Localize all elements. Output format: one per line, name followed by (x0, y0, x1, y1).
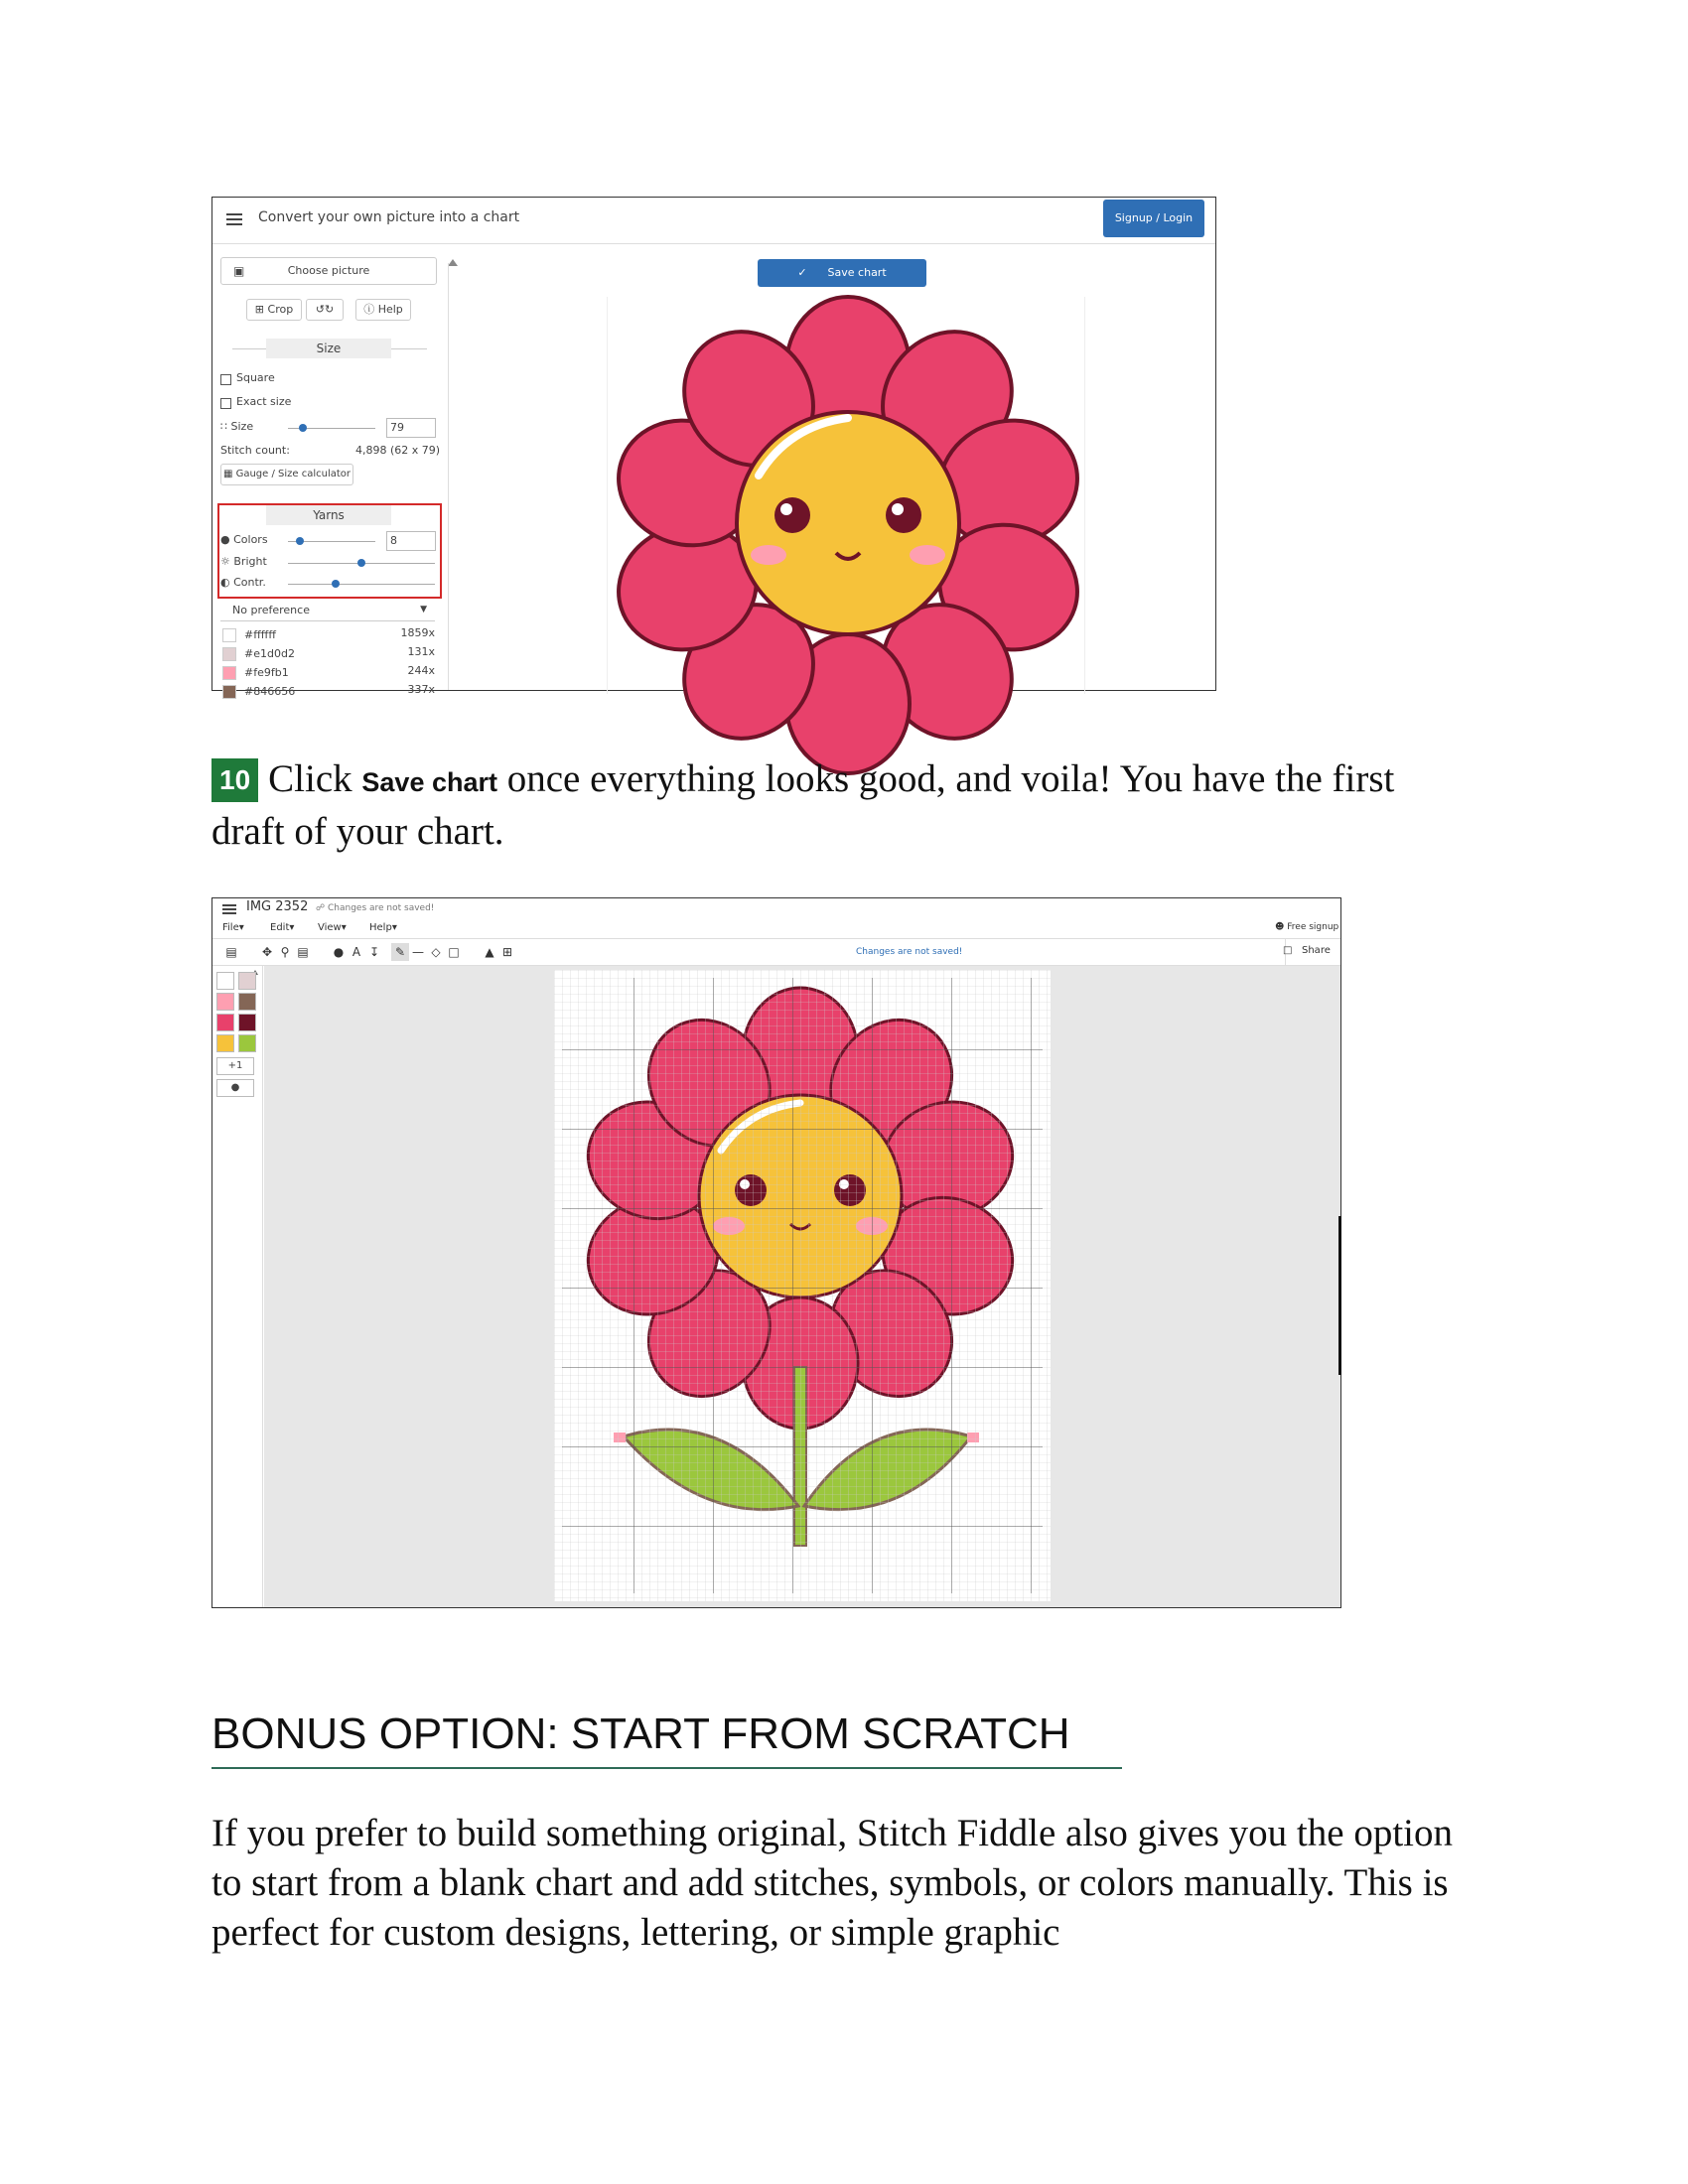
palette-swatch[interactable] (216, 1034, 234, 1052)
bonus-paragraph: If you prefer to build something original, Stitch Fiddle also gives you the option to start from a blank chart and add stitches, symbols, or colors manually. This is perfect for custom designs, lettering, or simple graphic (211, 1812, 1453, 1954)
yarn-swatch[interactable] (222, 628, 236, 642)
step-number-badge: 10 (211, 758, 258, 802)
exact-size-checkbox[interactable] (220, 398, 231, 409)
yarn-hex: #ffffff (244, 628, 276, 641)
rotate-buttons[interactable] (306, 299, 344, 321)
chart-title: IMG 2352 (246, 899, 309, 914)
square-label: Square (236, 371, 275, 384)
yarn-count: 337x (407, 683, 435, 696)
yarn-row[interactable] (220, 626, 435, 644)
help-label: Help (377, 303, 403, 316)
palette-swatch[interactable] (216, 1014, 234, 1031)
yarn-swatch[interactable] (222, 685, 236, 699)
preference-select[interactable] (220, 601, 435, 621)
palette-settings-icon[interactable]: ● (216, 1079, 254, 1097)
palette-swatch[interactable] (216, 993, 234, 1011)
menu-edit[interactable]: Edit▾ (270, 922, 295, 933)
size-slider-handle[interactable] (299, 424, 307, 432)
square-checkbox[interactable] (220, 374, 231, 385)
choose-picture-label: Choose picture (287, 264, 370, 277)
save-chart-label: Save chart (827, 266, 887, 279)
gauge-label: Gauge / Size calculator (235, 469, 352, 479)
palette-swatch[interactable] (238, 1034, 256, 1052)
converter-title: Convert your own picture into a chart (258, 209, 520, 225)
colors-label: ● Colors (220, 533, 268, 546)
size-label: ∷ Size (220, 420, 254, 433)
converter-screenshot (211, 197, 1216, 698)
size-section-header: Size (266, 339, 391, 358)
pencil-icon[interactable]: ✎ (391, 943, 409, 961)
save-status-icon: ☍ (316, 903, 326, 913)
yarn-row[interactable] (220, 683, 435, 701)
check-icon: ✓ (797, 266, 807, 279)
pin-icon[interactable]: ● (333, 945, 345, 959)
yarn-hex: #846656 (244, 685, 296, 698)
preference-value: No preference (232, 604, 310, 616)
yarn-row[interactable] (220, 645, 435, 663)
download-icon[interactable]: ↧ (368, 945, 380, 959)
resize-icon: ∷ (220, 420, 227, 433)
exact-size-label: Exact size (236, 395, 292, 408)
size-input[interactable]: 79 (386, 418, 436, 438)
menu-view[interactable]: View▾ (318, 922, 347, 933)
chevron-down-icon: ▼ (420, 605, 427, 614)
yarn-row[interactable] (220, 664, 435, 682)
editor-toolbar (212, 938, 1340, 966)
step-text-before: Click (268, 757, 362, 800)
panel-scrollbar[interactable] (448, 263, 449, 690)
rotate-left-icon: ↺ (315, 303, 325, 316)
step-10-paragraph (211, 754, 1463, 857)
flower-preview-image (610, 297, 1086, 692)
bright-slider-handle[interactable] (357, 559, 365, 567)
add-color-button[interactable]: +1 (216, 1057, 254, 1075)
palette-swatch[interactable] (238, 1014, 256, 1031)
yarn-hex: #fe9fb1 (244, 666, 289, 679)
menu-icon[interactable] (222, 904, 236, 906)
yarn-count: 1859x (400, 626, 435, 639)
help-button[interactable] (355, 299, 411, 321)
crop-button[interactable] (246, 299, 302, 321)
bright-label: ☼ Bright (220, 555, 267, 568)
colors-slider-handle[interactable] (296, 537, 304, 545)
step-button-name: Save chart (361, 767, 497, 797)
share-button[interactable]: □ Share (1283, 945, 1331, 956)
yarn-count: 131x (407, 645, 435, 658)
step-text-after: once everything looks good, and voila! You have the first draft of your chart. (211, 757, 1395, 853)
unsaved-notice-center: Changes are not saved! (856, 947, 963, 957)
palette-swatch[interactable] (238, 993, 256, 1011)
lock-icon: □ (1283, 945, 1293, 956)
unsaved-notice-small: ☍ Changes are not saved! (316, 903, 435, 913)
yarn-count: 244x (407, 664, 435, 677)
table-icon[interactable]: ⊞ (501, 945, 513, 959)
calculator-icon: ▦ (222, 469, 233, 479)
eraser-icon[interactable]: ◇ (431, 945, 441, 959)
palette-swatch[interactable] (216, 972, 234, 990)
editor-screenshot (211, 897, 1341, 1608)
canvas-scrollbar[interactable] (1338, 1216, 1341, 1375)
contr-slider-handle[interactable] (332, 580, 340, 588)
heading-underline (211, 1767, 1122, 1769)
save-chart-button[interactable] (758, 259, 926, 287)
fill-icon[interactable]: ▲ (485, 945, 494, 959)
user-icon: ☻ (1275, 922, 1285, 932)
converter-topbar (212, 198, 1215, 244)
camera-icon: ▣ (233, 264, 245, 278)
free-signup-link[interactable]: ☻ Free signup (1275, 922, 1339, 932)
menu-help[interactable]: Help▾ (369, 922, 397, 933)
signup-login-button[interactable]: Signup / Login (1103, 200, 1204, 237)
select-icon[interactable]: □ (448, 945, 460, 959)
crop-icon: ⊞ (254, 303, 265, 316)
yarn-hex: #e1d0d2 (244, 647, 295, 660)
scroll-up-arrow[interactable] (448, 259, 458, 266)
contrast-icon: ◐ (220, 576, 230, 589)
zoom-icon[interactable]: ⚲ (280, 945, 290, 959)
line-icon[interactable]: — (412, 945, 424, 959)
brightness-icon: ☼ (220, 555, 230, 568)
bonus-heading: BONUS OPTION: START FROM SCRATCH (211, 1709, 1070, 1758)
palette-swatch[interactable] (238, 972, 256, 990)
yarn-swatch[interactable] (222, 647, 236, 661)
gauge-calculator-button[interactable] (220, 464, 353, 485)
stitch-chart-grid[interactable] (554, 970, 1051, 1601)
menu-file[interactable]: File▾ (222, 922, 244, 933)
colors-input[interactable]: 8 (386, 531, 436, 551)
crop-label: Crop (267, 303, 294, 316)
palette-icon: ● (220, 533, 230, 546)
yarns-section-header: Yarns (266, 505, 391, 525)
move-icon[interactable]: ✥ (261, 945, 273, 959)
layout-icon[interactable]: ▤ (297, 945, 309, 959)
open-folder-icon[interactable]: ▤ (225, 945, 237, 959)
contr-label: ◐ Contr. (220, 576, 266, 589)
text-icon[interactable]: A (352, 945, 361, 959)
rotate-right-icon: ↻ (325, 303, 335, 316)
stitch-count-value: 4,898 (62 x 79) (355, 444, 441, 457)
yarn-swatch[interactable] (222, 666, 236, 680)
contr-slider-track[interactable] (288, 584, 435, 585)
choose-picture-button[interactable] (220, 257, 437, 285)
stitch-count-label: Stitch count: (220, 444, 290, 457)
menu-icon[interactable] (226, 213, 242, 215)
help-icon: ⓘ (363, 303, 375, 316)
